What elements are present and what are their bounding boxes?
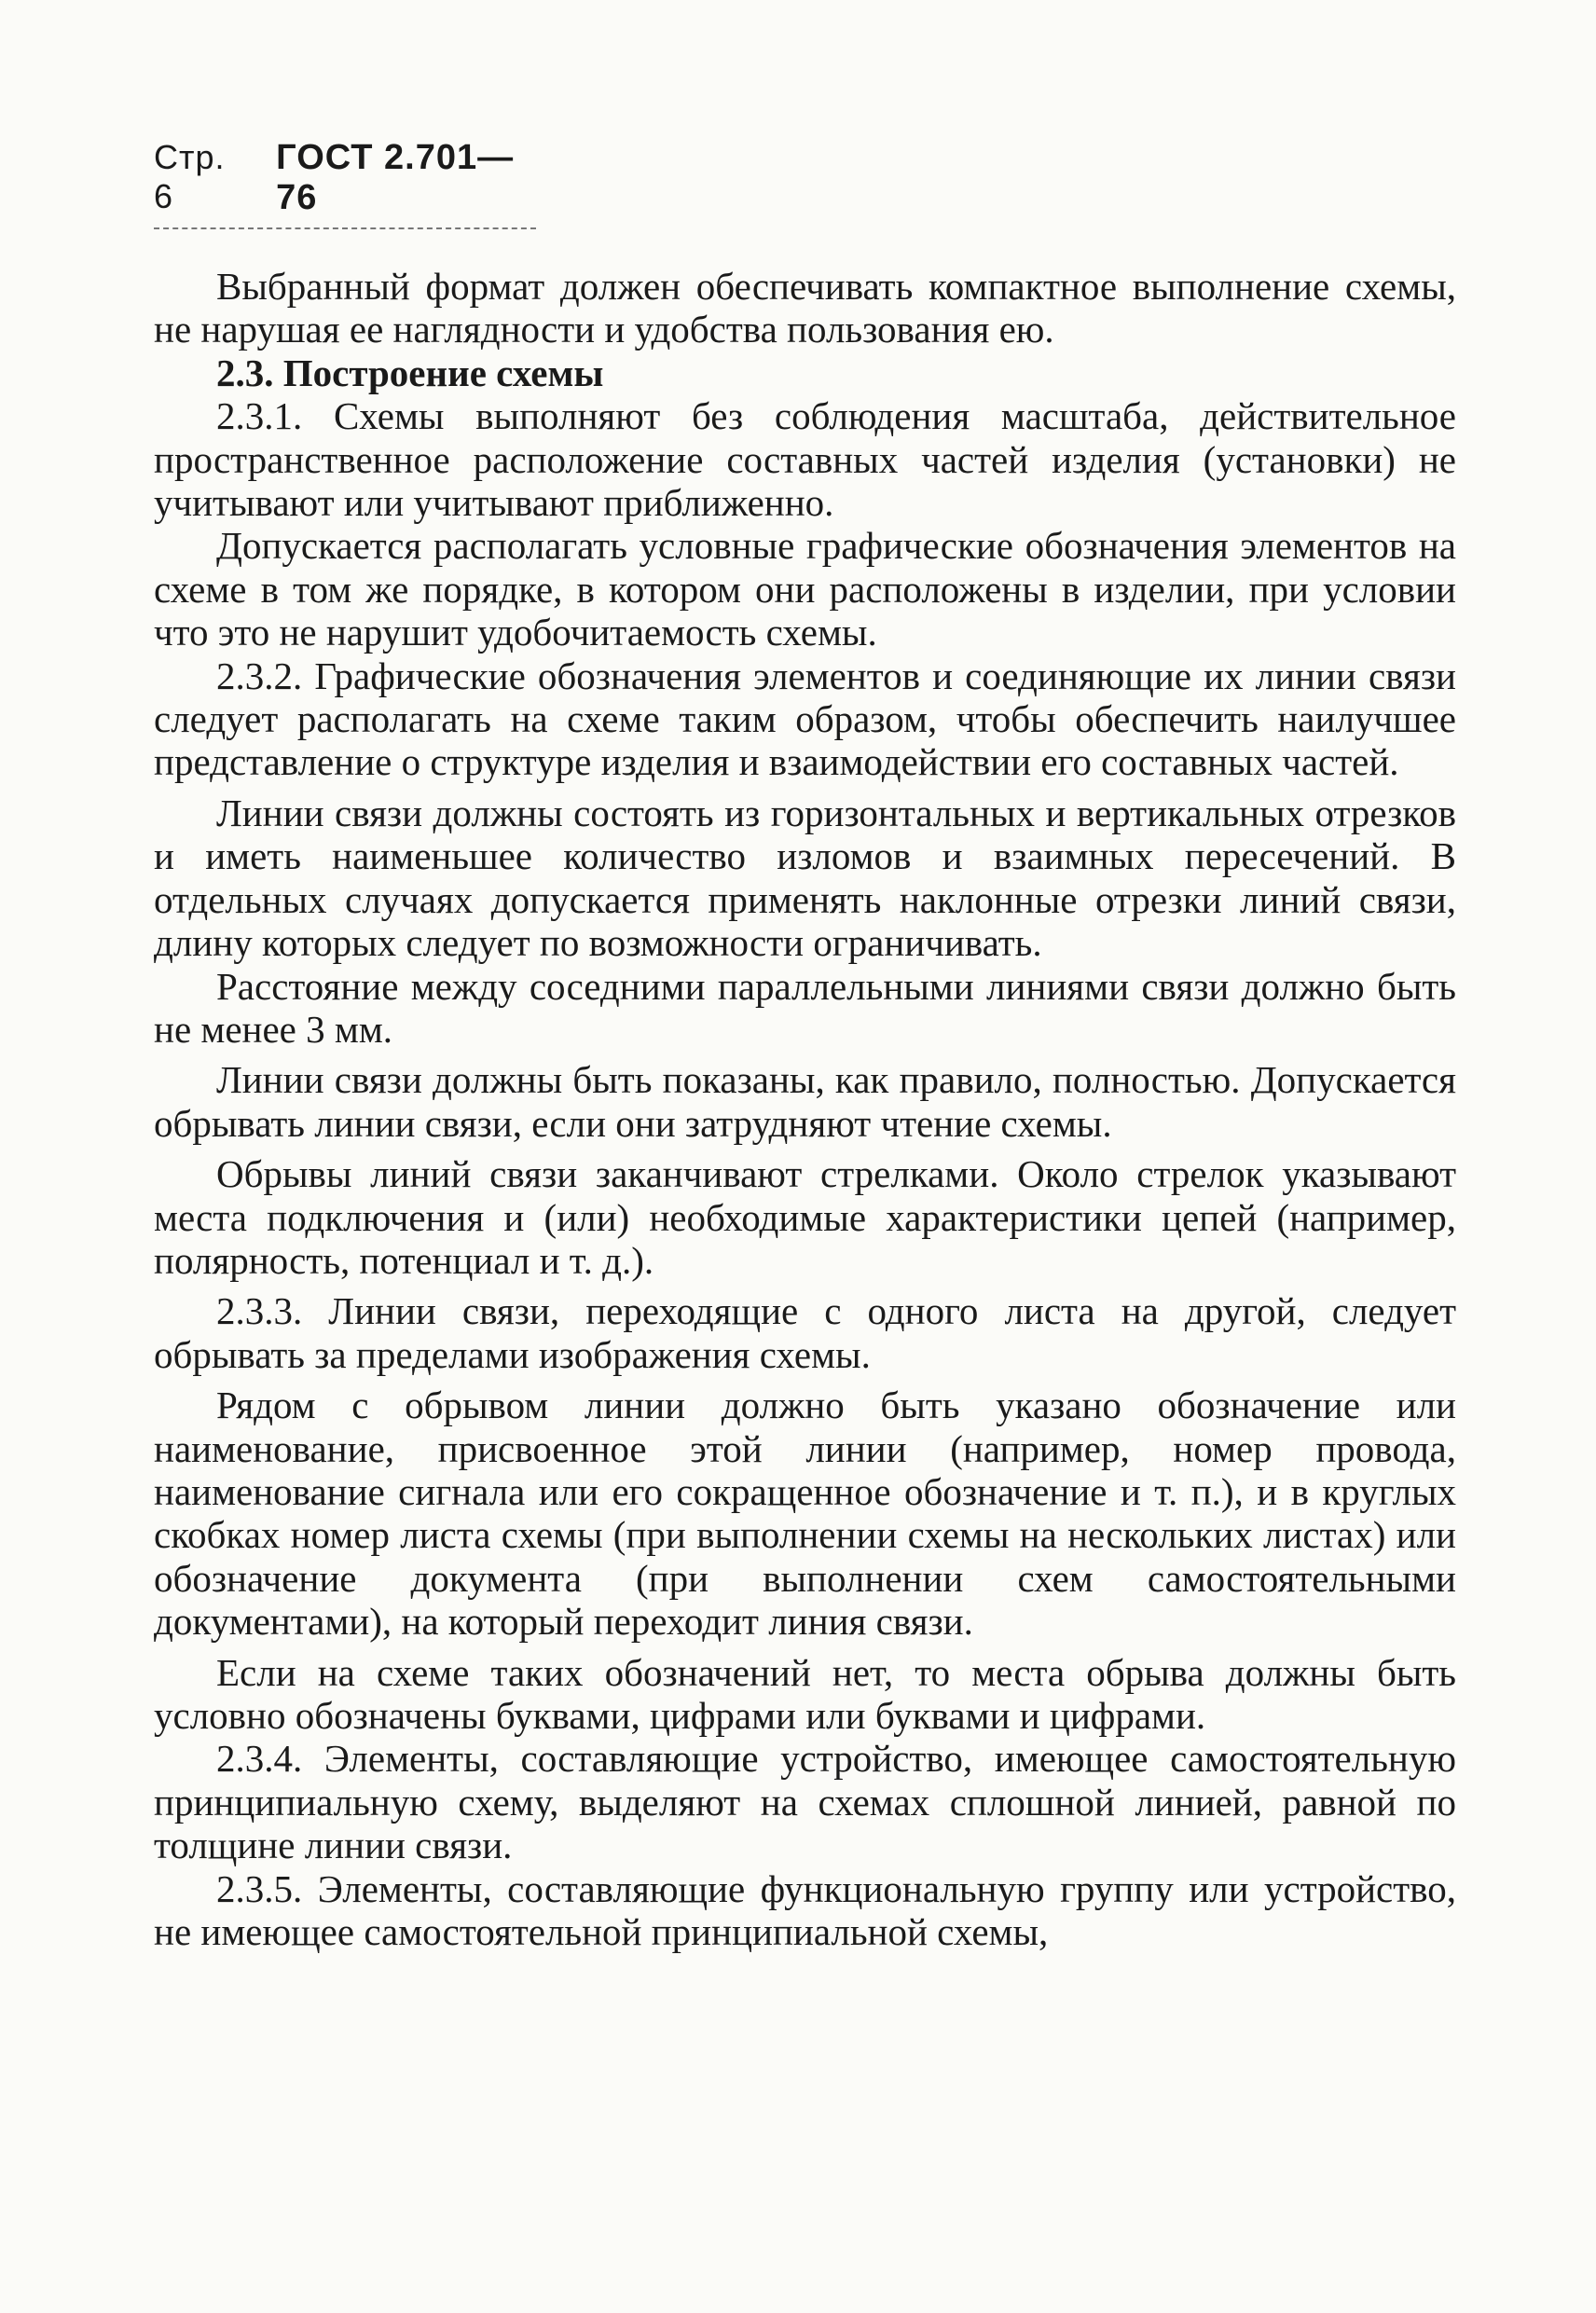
paragraph-2-3-4: 2.3.4. Элементы, составляющие устройство, имеющее самостоятельную принципиальную схему, выделяют на схемах сплошной линией, равной по толщине линии связи. (154, 1737, 1456, 1867)
paragraph-format-choice: Выбранный формат должен обеспечивать компактное выполнение схемы, не нарушая ее наглядности и удобства пользования ею. (154, 265, 1456, 351)
paragraph-2-3-5: 2.3.5. Элементы, составляющие функциональную группу или устройство, не имеющее самостоятельной принципиальной схемы, (154, 1866, 1456, 1954)
paragraph-lines-full: Линии связи должны быть показаны, как правило, полностью. Допускается обрывать линии связи, если они затрудняют чтение схемы. (154, 1058, 1456, 1145)
standard-designation: ГОСТ 2.701—76 (276, 138, 515, 217)
paragraph-line-spacing: Расстояние между соседними параллельными линиями связи должно быть не менее 3 мм. (154, 964, 1456, 1051)
paragraph-2-3-1: 2.3.1. Схемы выполняют без соблюдения масштаба, действительное пространственное расположение составных частей изделия (установки) не учитывают или учитывают приближенно. (154, 394, 1456, 525)
paragraph-line-segments: Линии связи должны состоять из горизонтальных и вертикальных отрезков и иметь наименьшее количество изломов и взаимных пересечений. В отдельных случаях допускается применять наклонные отрезки линий связи, длину которых следует по возможности ограничивать. (154, 791, 1456, 965)
paragraph-symbols-order: Допускается располагать условные графические обозначения элементов на схеме в том же порядке, в котором они расположены в изделии, при условии что это не нарушит удобочитаемость схемы. (154, 524, 1456, 654)
running-header (154, 138, 536, 229)
paragraph-2-3-2: 2.3.2. Графические обозначения элементов и соединяющие их линии связи следует располагать на схеме таким образом, чтобы обеспечить наилучшее представление о структуре изделия и взаимодействии его составных частей. (154, 654, 1456, 784)
paragraph-line-breaks: Обрывы линий связи заканчивают стрелками. Около стрелок указывают места подключения и (или) необходимые характеристики цепей (например, полярность, потенциал и т. д.). (154, 1152, 1456, 1282)
paragraph-no-designations: Если на схеме таких обозначений нет, то места обрыва должны быть условно обозначены буквами, цифрами или буквами и цифрами. (154, 1650, 1456, 1737)
page-number: Стр. 6 (154, 138, 226, 215)
section-heading: 2.3. Построение схемы (216, 351, 604, 394)
document-body (154, 265, 1456, 1953)
paragraph-2-3-3: 2.3.3. Линии связи, переходящие с одного листа на другой, следует обрывать за пределами изображения схемы. (154, 1289, 1456, 1376)
paragraph-break-designation: Рядом с обрывом линии должно быть указано обозначение или наименование, присвоенное этой линии (например, номер провода, наименование сигнала или его сокращенное обозначение и т. п.), и в круглых скобках номер листа схемы (при выполнении схемы на нескольких листах) или обозначение документа (при выполнении схем самостоятельными документами), на который переходит линия связи. (154, 1384, 1456, 1644)
